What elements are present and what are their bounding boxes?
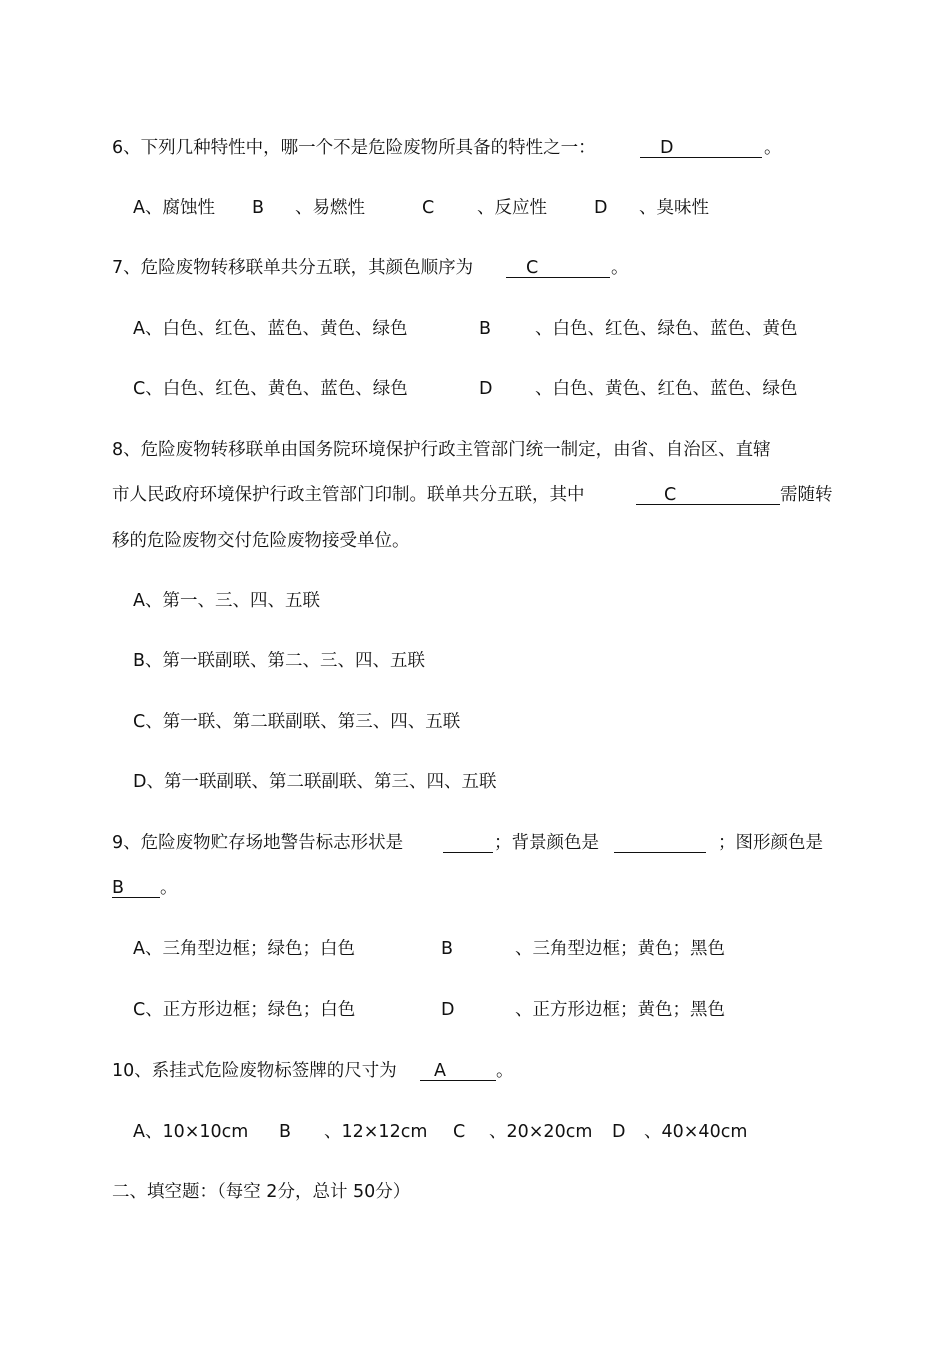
q8-line-1: 8、危险废物转移联单由国务院环境保护行政主管部门统一制定，由省、自治区、直辖 xyxy=(112,440,771,460)
q9-shape-blank xyxy=(443,852,493,853)
q6-option-a: A、腐蚀性 xyxy=(133,198,215,218)
q6-option-d-letter: D xyxy=(594,198,608,218)
q10-answer: A xyxy=(434,1061,446,1081)
q9-mid-2: ；图形颜色是 xyxy=(718,833,823,853)
q6-stem: 6、下列几种特性中，哪一个不是危险废物所具备的特性之一： xyxy=(112,138,596,158)
q8-answer: C xyxy=(664,485,677,505)
q10-stem: 10、系挂式危险废物标签牌的尺寸为 xyxy=(112,1061,397,1081)
q10-option-d-letter: D xyxy=(612,1122,626,1142)
q10-end: 。 xyxy=(496,1061,514,1081)
q9-option-c: C、正方形边框；绿色；白色 xyxy=(133,1000,356,1020)
q8-answer-blank xyxy=(636,504,780,505)
q7-option-c: C、白色、红色、黄色、蓝色、绿色 xyxy=(133,379,408,399)
q7-answer: C xyxy=(526,258,539,278)
q9-option-b-letter: B xyxy=(441,939,454,959)
q9-option-a: A、三角型边框；绿色；白色 xyxy=(133,939,355,959)
q9-option-b-text: 、三角型边框；黄色；黑色 xyxy=(515,939,725,959)
q8-line-3: 移的危险废物交付危险废物接受单位。 xyxy=(112,531,410,551)
q8-option-c: C、第一联、第二联副联、第三、四、五联 xyxy=(133,712,461,732)
q10-option-d-text: 、40×40cm xyxy=(644,1122,748,1142)
q8-option-d: D、第一联副联、第二联副联、第三、四、五联 xyxy=(133,772,497,792)
q8-line-2: 市人民政府环境保护行政主管部门印制。联单共分五联，其中 xyxy=(112,485,585,505)
q8-option-a: A、第一、三、四、五联 xyxy=(133,591,320,611)
section-2-title: 二、填空题：（每空 2分，总计 50分） xyxy=(112,1182,411,1202)
q7-option-a: A、白色、红色、蓝色、黄色、绿色 xyxy=(133,319,408,339)
q10-option-a: A、10×10cm xyxy=(133,1122,249,1142)
q6-option-b-text: 、易燃性 xyxy=(295,198,365,218)
q9-background-blank xyxy=(614,852,706,853)
q10-option-b-letter: B xyxy=(279,1122,292,1142)
q6-answer: D xyxy=(660,138,674,158)
q9-mid-1: ；背景颜色是 xyxy=(494,833,599,853)
q7-stem: 7、危险废物转移联单共分五联，其颜色顺序为 xyxy=(112,258,474,278)
q9-option-d-text: 、正方形边框；黄色；黑色 xyxy=(515,1000,725,1020)
q6-answer-blank xyxy=(640,157,762,158)
q10-option-b-text: 、12×12cm xyxy=(324,1122,428,1142)
q9-option-d-letter: D xyxy=(441,1000,455,1020)
q6-end: 。 xyxy=(764,138,782,158)
q6-option-b-letter: B xyxy=(252,198,265,218)
q7-option-b-letter: B xyxy=(479,319,492,339)
q7-option-b-text: 、白色、红色、绿色、蓝色、黄色 xyxy=(535,319,798,339)
q7-option-d-letter: D xyxy=(479,379,493,399)
q6-option-c-text: 、反应性 xyxy=(477,198,547,218)
q10-answer-blank xyxy=(420,1080,496,1081)
q7-end: 。 xyxy=(611,258,629,278)
q9-stem: 9、危险废物贮存场地警告标志形状是 xyxy=(112,833,404,853)
q6-option-d-text: 、臭味性 xyxy=(639,198,709,218)
q9-end: 。 xyxy=(160,878,178,898)
q8-option-b: B、第一联副联、第二、三、四、五联 xyxy=(133,651,426,671)
q9-answer: B xyxy=(112,878,125,898)
q10-option-c-letter: C xyxy=(453,1122,466,1142)
q6-option-c-letter: C xyxy=(422,198,435,218)
q8-line-2-end: 需随转 xyxy=(780,485,833,505)
q10-option-c-text: 、20×20cm xyxy=(489,1122,593,1142)
q7-answer-blank xyxy=(506,277,610,278)
q7-option-d-text: 、白色、黄色、红色、蓝色、绿色 xyxy=(535,379,798,399)
